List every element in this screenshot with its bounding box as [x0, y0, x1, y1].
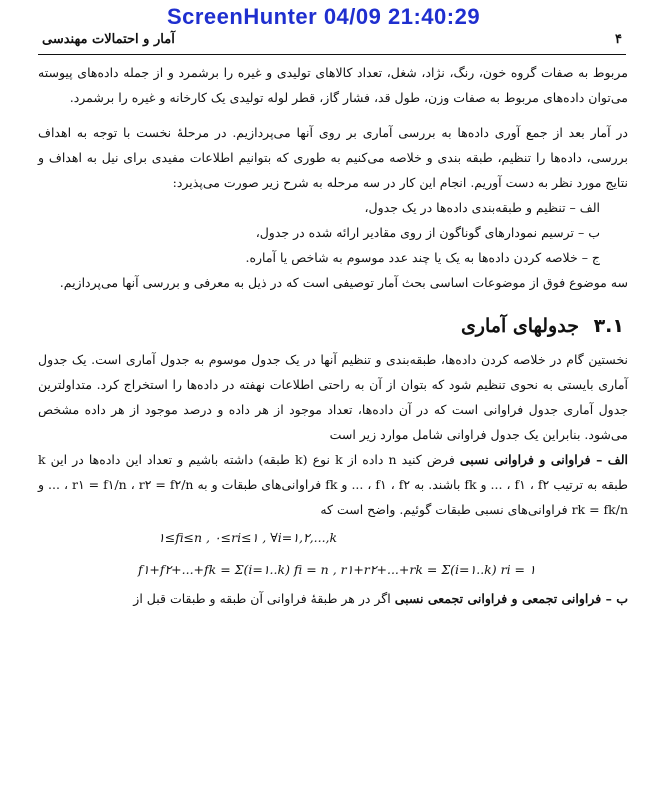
list-item-a: الف – تنظیم و طبقه‌بندی داده‌ها در یک جدول،	[364, 200, 600, 215]
page-header	[38, 30, 626, 55]
list-item-c: ج – خلاصه کردن داده‌ها به یک یا چند عدد موسوم به شاخص یا آماره.	[245, 250, 600, 265]
equation-bounds: ۱≤fi≤n , ۰≤ri≤۱ , ∀i=۱,۲,...,k	[158, 530, 338, 545]
page-body	[38, 60, 628, 611]
page-number: ۴	[615, 32, 622, 47]
frequency-text: فرض کنید n داده از k نوع (k طبقه) داشته باشیم و تعداد این داده‌ها در این k طبقه به ترتیب f۱ ، f۲ ، ... و fk باشند. به f۱ ، f۲ ، ... و fk فراوانی‌های طبقات و به r۱ = f۱/n ، r۲ = f۲/n ، ... و rk = fk/n فراوانی‌های نسبی طبقات گوئیم. واضح است که	[38, 452, 629, 517]
screenhunter-watermark: ScreenHunter 04/09 21:40:29	[166, 4, 481, 29]
cumulative-text: اگر در هر طبقهٔ فراوانی آن طبقه و طبقات قبل از	[133, 591, 391, 606]
section-heading	[38, 311, 624, 341]
section-number: ۳.۱	[593, 315, 624, 337]
paragraph-frequency	[38, 447, 628, 522]
paragraph-stages-intro: در آمار بعد از جمع آوری داده‌ها به بررسی آماری بر روی آنها می‌پردازیم. در مرحلهٔ نخست با توجه به اهداف بررسی، داده‌ها را تنظیم، طبقه بندی و خلاصه می‌کنیم به طوری که بتوانیم اطلاعات مفیدی برای نیل به اهداف و نتایج مورد نظر به دست آوریم. انجام این کار در سه مرحله به شرح زیر صورت می‌پذیرد:	[38, 125, 628, 190]
subheading-cumulative: ب – فراوانی تجمعی و فراوانی تجمعی نسبی	[394, 591, 628, 606]
paragraph-summary: سه موضوع فوق از موضوعات اساسی بحث آمار توصیفی است که در ذیل به معرفی و بررسی آنها می‌پردازیم.	[59, 275, 628, 290]
equation-sums: f۱+f۲+...+fk = Σ(i=۱..k) fi = n , r۱+r۲+...+rk = Σ(i=۱..k) ri = ۱	[138, 562, 536, 577]
subheading-frequency: الف – فراوانی و فراوانی نسبی	[459, 452, 628, 467]
spacer	[38, 110, 628, 120]
list-item-b: ب – ترسیم نمودارهای گوناگون از روی مقادیر ارائه شده در جدول،	[255, 225, 600, 240]
paragraph-tables-intro: نخستین گام در خلاصه کردن داده‌ها، طبقه‌بندی و تنظیم آنها در یک جدول موسوم به جدول آماری است. یک جدول آماری بایستی به نحوی تنظیم شود که بتوان از آن به راحتی اطلاعات نهفته در داده‌ها را استخراج کرد. متداولترین جدول آماری جدول فراوانی است که در آن داده‌ها، تعداد موجود از هر داده و درصد موجود از هر داده مشخص می‌شود. بنابراین یک جدول فراوانی شامل موارد زیر است	[38, 352, 628, 442]
section-title: جدولهای آماری	[460, 315, 579, 337]
running-title: آمار و احتمالات مهندسی	[42, 32, 175, 47]
paragraph-continued: مربوط به صفات گروه خون، رنگ، نژاد، شغل، تعداد کالاهای تولیدی و غیره را برشمرد و از جمله داده‌های پیوسته می‌توان داده‌های مربوط به صفات وزن، طول قد، فشار گاز، قطر لوله تولیدی یک کارخانه و غیره را برشمرد.	[38, 65, 628, 105]
paragraph-cumulative	[38, 586, 628, 611]
